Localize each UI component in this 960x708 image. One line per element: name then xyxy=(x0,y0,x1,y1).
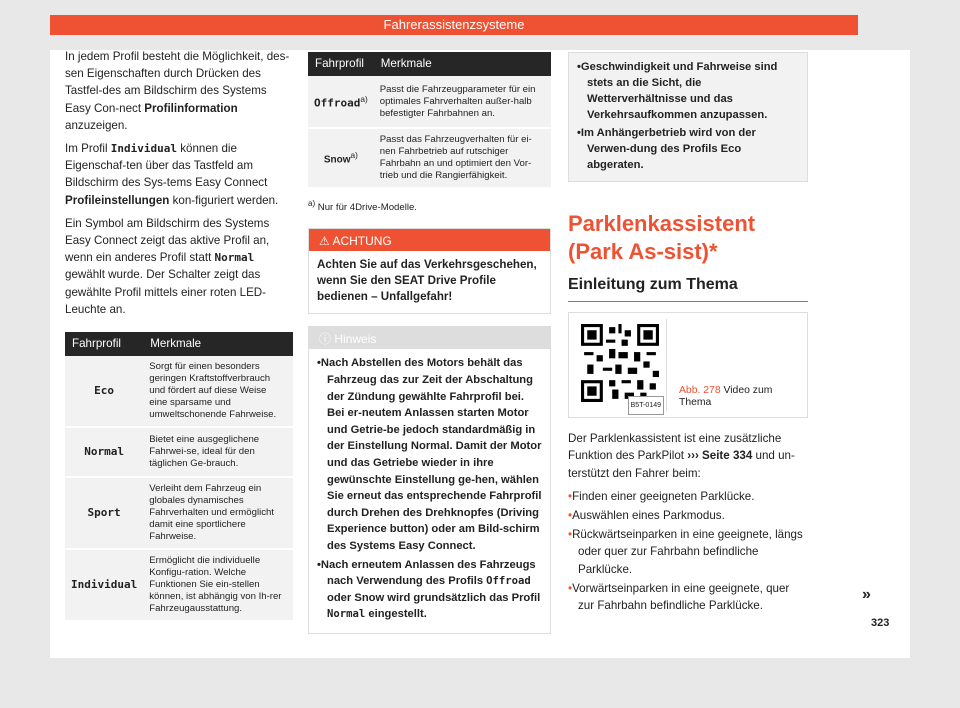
list-item: • Vorwärtseinparken in eine geeignete, quer zur Fahrbahn befindliche Parklücke. xyxy=(568,580,808,614)
warning-box xyxy=(308,228,551,314)
column-1 xyxy=(65,48,293,622)
section-heading: Parklenkassistent (Park As-sist)* xyxy=(568,211,756,264)
note-title: Hinweis xyxy=(334,332,377,347)
warning-continued-box xyxy=(568,52,808,182)
note-bullet: • Nach erneutem Anlassen des Fahrzeugs nach Verwendung des Profils Offroad oder Snow wird grundsätzlich das Profil Normal eingestellt. xyxy=(317,557,542,623)
subheading: Einleitung zum Thema xyxy=(568,276,808,302)
info-icon: ⓘ xyxy=(319,332,332,347)
table-row: Normal Bietet eine ausgeglichene Fahrwei-se, ideal für den täglichen Ge-brauch. xyxy=(65,427,293,477)
figure-caption: Abb. 278 Video zum Thema xyxy=(679,385,773,409)
warning-icon: ⚠ xyxy=(319,234,330,249)
profile-table-continued xyxy=(308,52,551,189)
list-item: • Rückwärtseinparken in eine geeignete, längs oder quer zur Fahrbahn befindliche Parklücke. xyxy=(568,526,808,578)
chapter-header: Fahrerassistenzsysteme xyxy=(50,15,858,35)
footnote: $^{a)}$ Nur für 4Drive-Modelle. xyxy=(308,199,417,214)
warning-text: Achten Sie auf das Verkehrsgeschehen, wenn Sie den SEAT Drive Profile bedienen – Unfallgefahr! xyxy=(317,258,537,304)
paragraph: Im Profil Individual können die Eigenschaf-ten über das Tastfeld am Bildschirm des Sys-tems Easy Connect Profileinstellungen kon-figuriert werden. xyxy=(65,142,279,207)
table-row: Offroad$^{a)}$ Passt die Fahrzeugparameter für ein optimales Fahrverhalten außer-halb befestigter Fahrbahnen an. xyxy=(308,76,551,128)
column-3 xyxy=(568,52,808,616)
qr-code[interactable] xyxy=(575,319,667,411)
paragraph: Ein Symbol am Bildschirm des Systems Easy Connect zeigt das aktive Profil an, wenn ein anderes Profil statt Normal gewählt wurde. Der Schalter zeigt das gewählte Profil mittels einer roten LED-Leuchte an. xyxy=(65,216,270,316)
profile-table xyxy=(65,332,293,622)
figure-id: B5T-0149 xyxy=(628,396,664,415)
paragraph: In jedem Profil besteht die Möglichkeit, des-sen Eigenschaften durch Drücken des Tastfel-des am Bildschirm des Systems Easy Con-nect Profilinformation anzuzeigen. xyxy=(65,50,290,132)
box-bullet: • Geschwindigkeit und Fahrweise sind stets an die Sicht, die Wetterverhältnisse und das Verkehrsaufkommen anzupassen. xyxy=(577,59,799,123)
column-2 xyxy=(308,52,551,634)
table-row: Eco Sorgt für einen besonders geringen Kraftstoffverbrauch und fördert auf diese Weise eine sparsame und umweltschonende Fahrweise. xyxy=(65,356,293,427)
list-item: • Auswählen eines Parkmodus. xyxy=(568,507,808,524)
box-bullet: • Im Anhängerbetrieb wird von der Verwen-dung des Profils Eco abgeraten. xyxy=(577,125,799,173)
page-number: 323 xyxy=(871,617,890,629)
note-bullet: • Nach Abstellen des Motors behält das Fahrzeug das zur Zeit der Abschaltung der Zündung gewählte Fahrprofil bei. Bei er-neutem Anlassen starten Motor und Getrie-be jedoch standardmäßig in der Einstellung Normal. Damit der Motor und das Getriebe wieder in ihre gewünschte Einstellung ge-hen, wählen Sie erneut das entsprechende Fahrprofil durch Drehen des Drehknopfes (Driving Experience button) oder am Bild-schirm des Systems Easy Connect. xyxy=(317,355,542,554)
qr-code-icon xyxy=(580,324,660,402)
paragraph: Der Parklenkassistent ist eine zusätzliche Funktion des ParkPilot ››› Seite 334 und un-terstützt den Fahrer beim: xyxy=(568,432,795,480)
table-header: Merkmale xyxy=(374,52,551,76)
table-header: Fahrprofil xyxy=(65,332,143,356)
table-header: Fahrprofil xyxy=(308,52,374,76)
table-row: Snow$^{a)}$ Passt das Fahrzeugverhalten für ei-nen Fahrbetrieb auf rutschiger Fahrbahn an und optimiert den Vor-trieb und die Rangierfähigkeit. xyxy=(308,128,551,188)
table-row: Sport Verleiht dem Fahrzeug ein globales dynamisches Fahrverhalten und ermöglicht damit eine sportlichere Fahrweise. xyxy=(65,477,293,549)
figure xyxy=(568,312,808,418)
note-box xyxy=(308,326,551,634)
continue-icon: » xyxy=(862,586,871,603)
page-link[interactable]: ››› Seite 334 xyxy=(687,449,753,463)
warning-title: ACHTUNG xyxy=(332,234,392,249)
table-row: Individual Ermöglicht die individuelle Konfigu-ration. Welche Funktionen Sie ein-stellen können, ist abhängig von Ih-rer Fahrzeugausstattung. xyxy=(65,549,293,621)
table-header: Merkmale xyxy=(143,332,293,356)
list-item: • Finden einer geeigneten Parklücke. xyxy=(568,488,808,505)
